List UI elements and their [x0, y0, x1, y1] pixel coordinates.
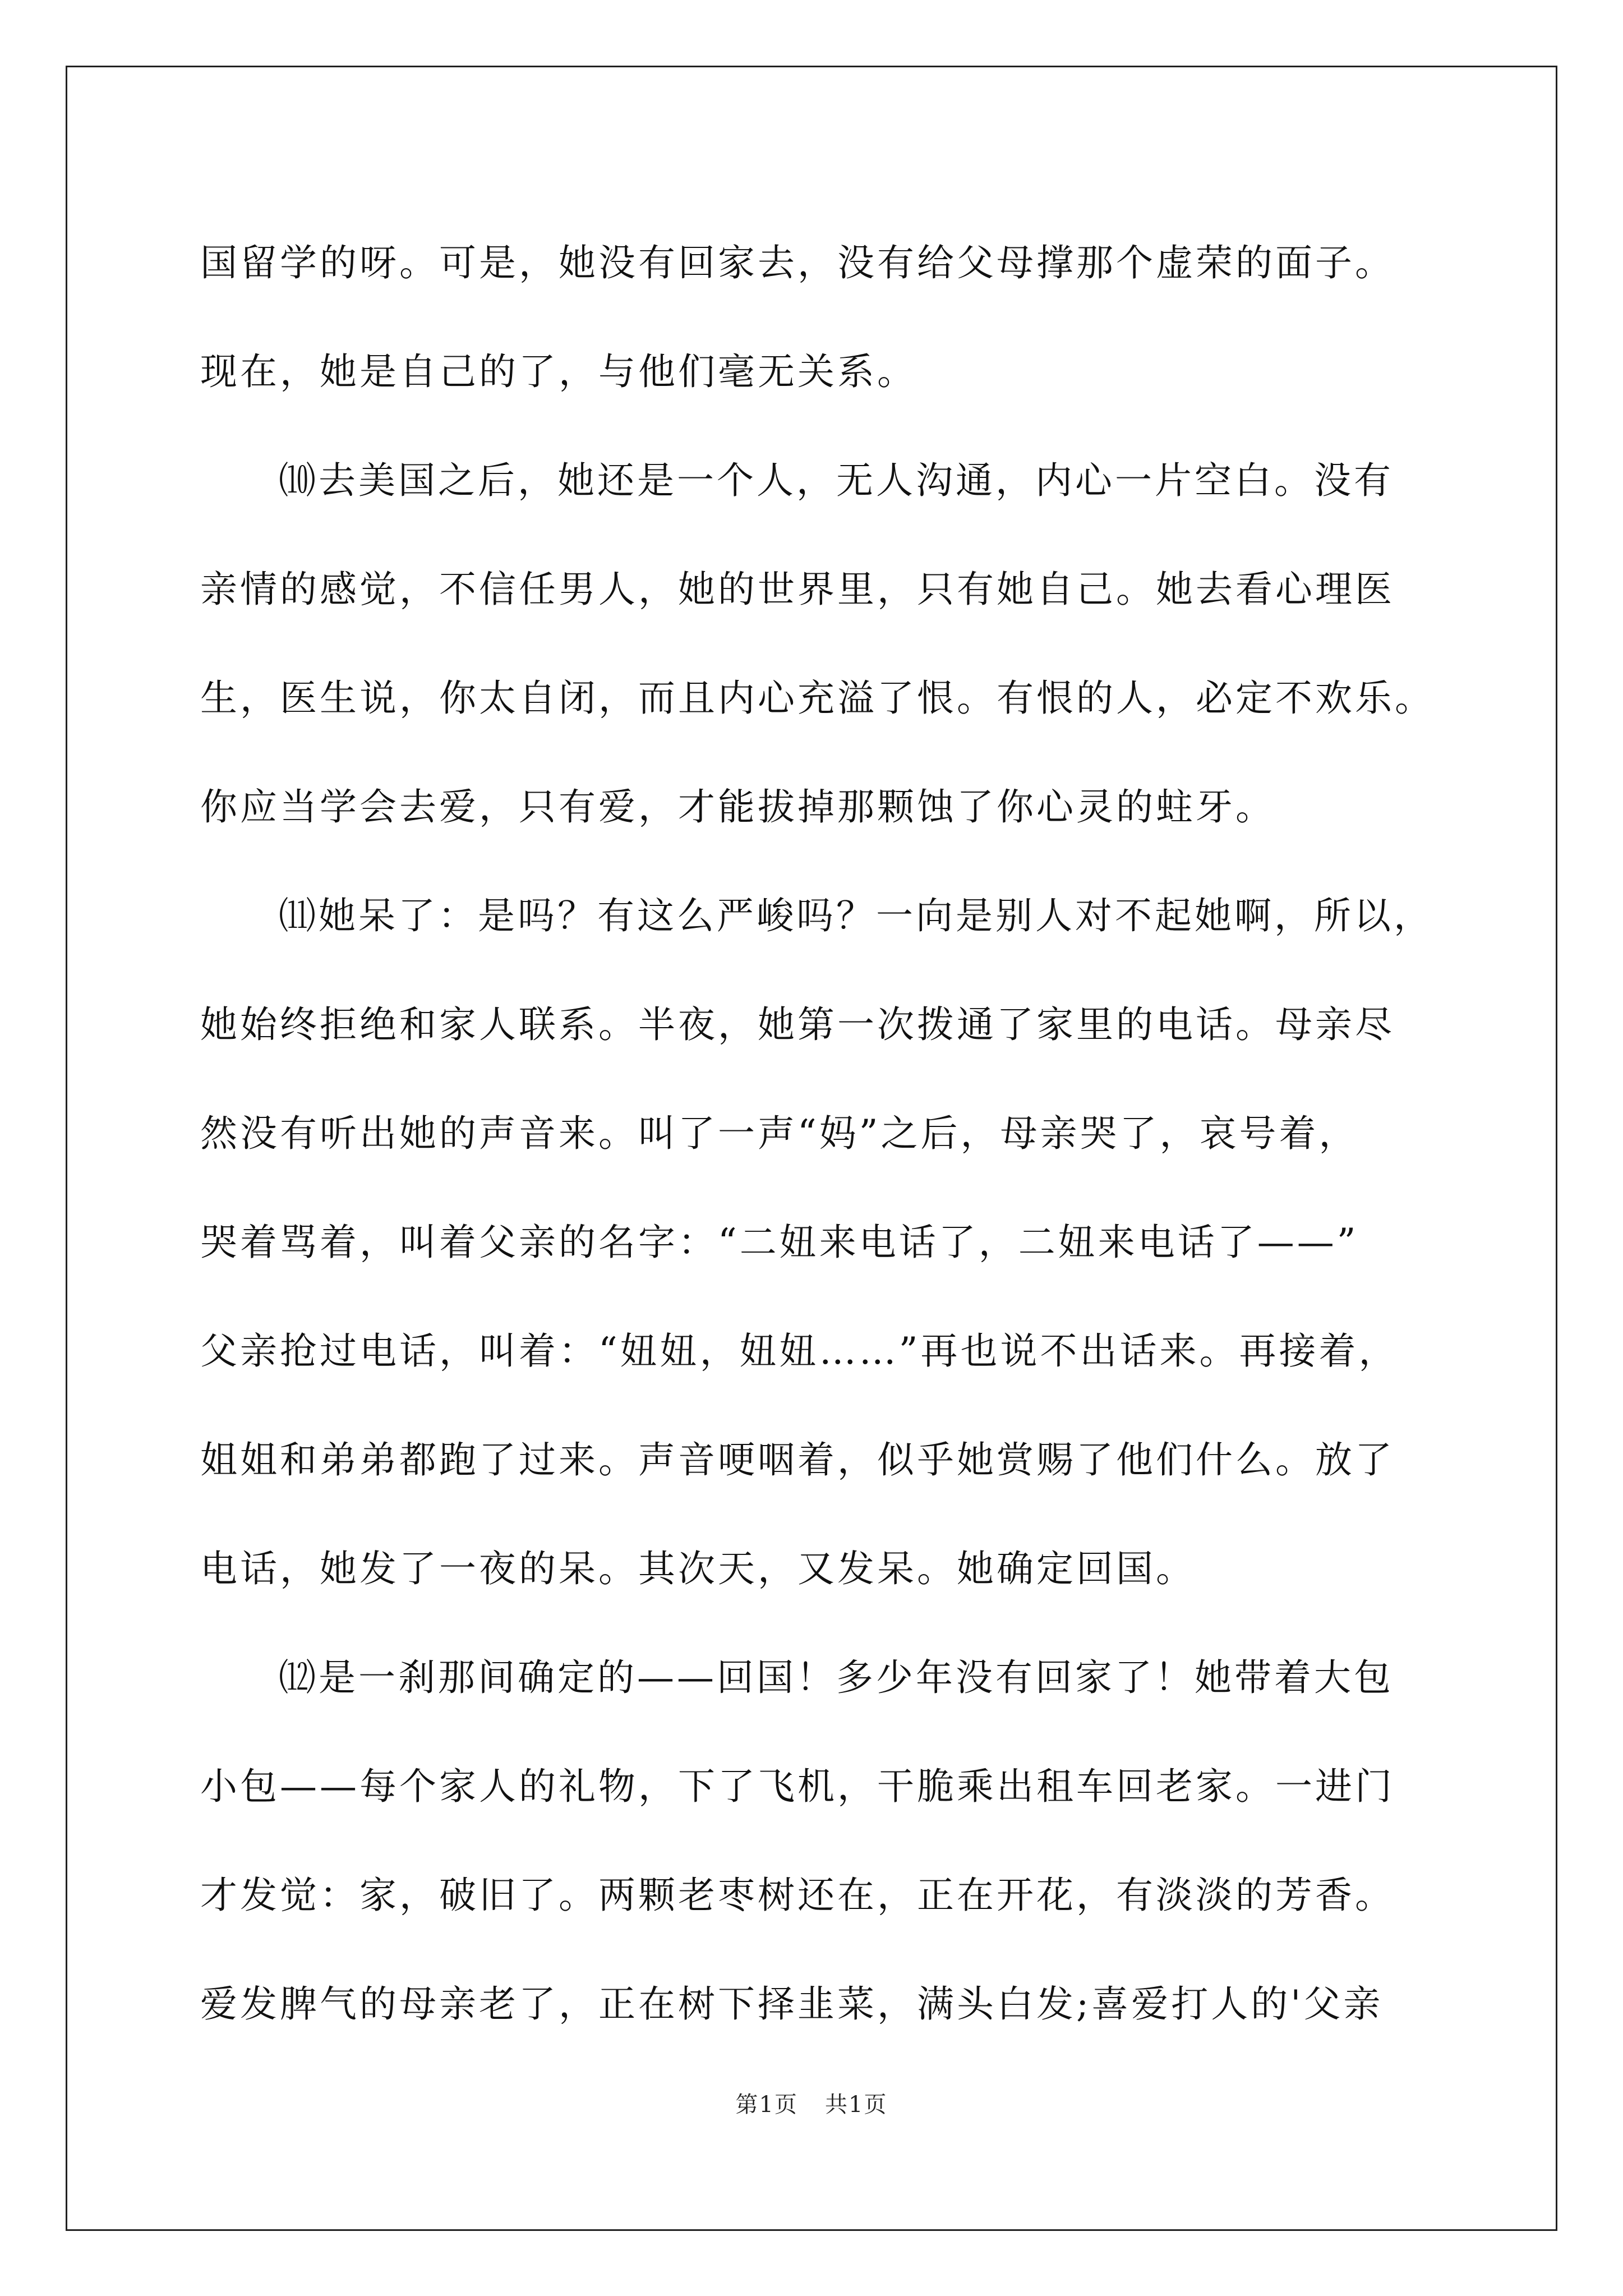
text-line-9: 然没有听出她的声音来。叫了一声“妈”之后，母亲哭了，哀号着， — [200, 1111, 1359, 1155]
text-line-6: 你应当学会去爱，只有爱，才能拔掉那颗蚀了你心灵的蛀牙。 — [200, 785, 1275, 829]
text-line-17: 爱发脾气的母亲老了，正在树下择韭菜，满头白发;喜爱打人的'父亲 — [200, 1982, 1384, 2026]
text-line-12: 姐姐和弟弟都跑了过来。声音哽咽着，似乎她赏赐了他们什么。放了 — [200, 1438, 1395, 1481]
text-line-3: ⑽去美国之后，她还是一个人，无人沟通，内心一片空白。没有 — [279, 458, 1394, 502]
text-line-4: 亲情的感觉，不信任男人，她的世界里，只有她自己。她去看心理医 — [200, 567, 1395, 611]
text-line-14: ⑿是一刹那间确定的——回国！多少年没有回家了！她带着大包 — [279, 1655, 1394, 1699]
text-line-8: 她始终拒绝和家人联系。半夜，她第一次拨通了家里的电话。母亲尽 — [200, 1002, 1395, 1046]
text-line-13: 电话，她发了一夜的呆。其次天，又发呆。她确定回国。 — [200, 1547, 1196, 1590]
text-line-10: 哭着骂着，叫着父亲的名字：“二妞来电话了，二妞来电话了——” — [200, 1220, 1359, 1264]
page-number: 第1页 — [735, 2092, 798, 2118]
page-total: 共1页 — [825, 2092, 888, 2118]
text-line-5: 生，医生说，你太自闭，而且内心充溢了恨。有恨的人，必定不欢乐。 — [200, 676, 1435, 720]
text-line-15: 小包——每个家人的礼物，下了飞机，干脆乘出租车回老家。一进门 — [200, 1764, 1395, 1808]
text-line-16: 才发觉：家，破旧了。两颗老枣树还在，正在开花，有淡淡的芳香。 — [200, 1873, 1395, 1917]
text-line-11: 父亲抢过电话，叫着：“妞妞，妞妞……”再也说不出话来。再接着， — [200, 1329, 1399, 1373]
document-body — [200, 205, 1456, 2055]
text-line-7: ⑾她呆了：是吗？有这么严峻吗？一向是别人对不起她啊，所以， — [279, 894, 1433, 937]
text-line-1: 国留学的呀。可是，她没有回家去，没有给父母撑那个虚荣的面子。 — [200, 241, 1395, 284]
page-footer — [0, 2087, 1623, 2119]
text-line-2: 现在，她是自己的了，与他们毫无关系。 — [200, 349, 917, 393]
